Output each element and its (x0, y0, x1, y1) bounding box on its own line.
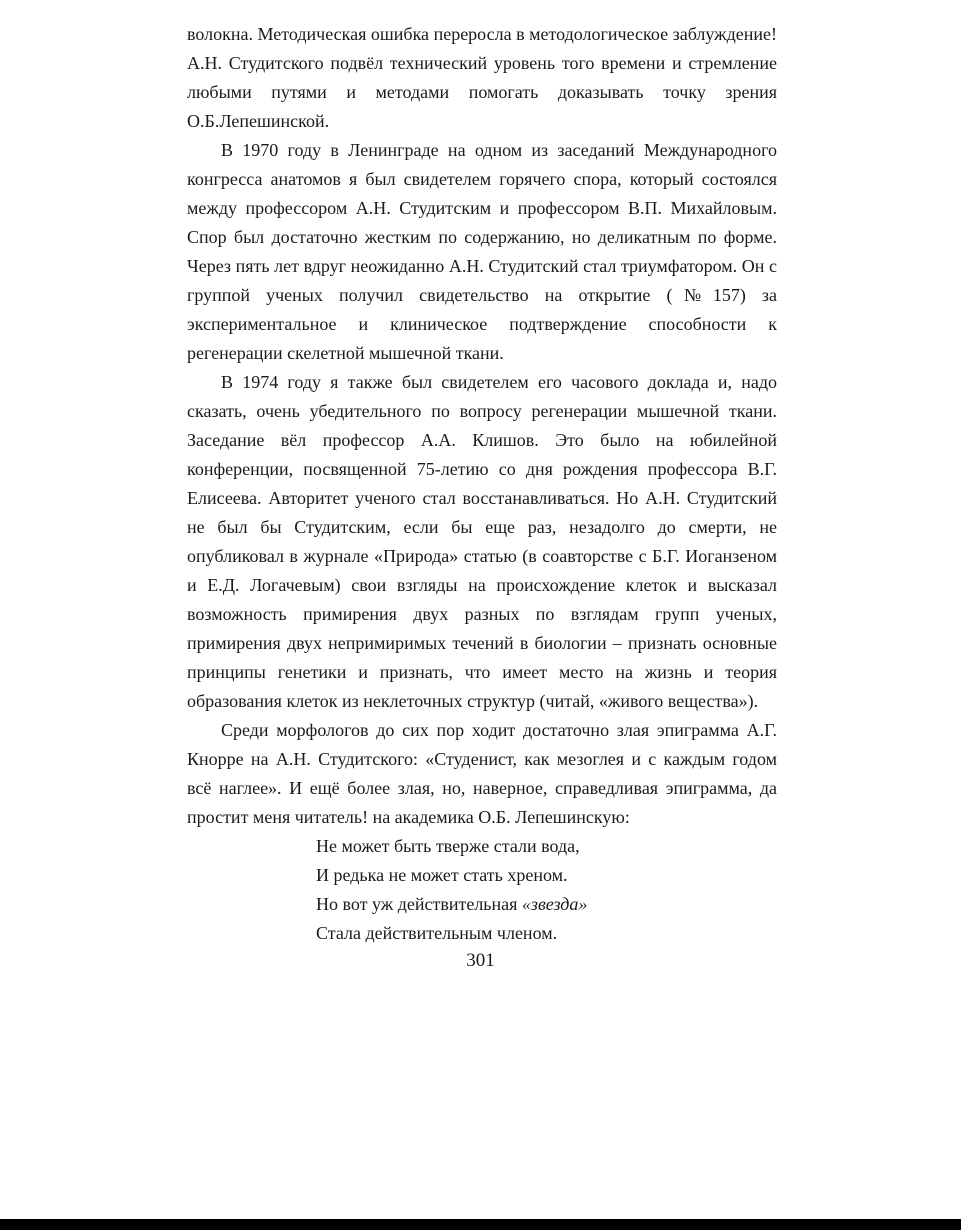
paragraph-1: волокна. Методическая ошибка переросла в методологическое заблуждение! А.Н. Студитского подвёл технический уровень того времени и стремление любыми путями и методами помогать доказывать точку зрения О.Б.Лепешинской. (187, 24, 777, 131)
poem-line-2: И редька не может стать хреном. (316, 865, 568, 885)
scan-bottom-edge (0, 1219, 961, 1230)
page-number: 301 (466, 950, 495, 971)
poem-line-1: Не может быть тверже стали вода, (316, 836, 580, 856)
poem-line-3 (316, 890, 777, 919)
poem-line-3-italic: «звезда» (521, 894, 588, 914)
paragraph-2: В 1970 году в Ленинграде на одном из заседаний Международного конгресса анатомов я был свидетелем горячего спора, который состоялся между профессором А.Н. Студитским и профессором В.П. Михайловым. Спор был достаточно жестким по содержанию, но деликатным по форме. Через пять лет вдруг неожиданно А.Н. Студитский стал триумфатором. Он с группой ученых получил свидетельство на открытие (№157) за экспериментальное и клиническое подтверждение способности к регенерации скелетной мышечной ткани. (187, 140, 777, 363)
page-text (187, 20, 777, 948)
poem-line-3-main: Но вот уж действительная (316, 894, 522, 914)
paragraph-3: В 1974 году я также был свидетелем его часового доклада и, надо сказать, очень убедительного по вопросу регенерации мышечной ткани. Заседание вёл профессор А.А. Клишов. Это было на юбилейной конференции, посвященной 75-летию со дня рождения профессора В.Г. Елисеева. Авторитет ученого стал восстанавливаться. Но А.Н. Студитский не был бы Студитским, если бы еще раз, незадолго до смерти, не опубликовал в журнале «Природа» статью (в соавторстве с Б.Г. Иоганзеном и Е.Д. Логачевым) свои взгляды на происхождение клеток и высказал возможность примирения двух разных по взглядам групп ученых, примирения двух непримиримых течений в биологии – признать основные принципы генетики и признать, что имеет место на жизнь и теория образования клеток из неклеточных структур (читай, «живого вещества»). (187, 372, 777, 711)
poem-line-4: Стала действительным членом. (316, 923, 558, 943)
paragraph-4: Среди морфологов до сих пор ходит достаточно злая эпиграмма А.Г. Кнорре на А.Н. Студитского: «Студенист, как мезоглея и с каждым годом всё наглее». И ещё более злая, но, наверное, справедливая эпиграмма, да простит меня читатель! на академика О.Б. Лепешинскую: (187, 720, 777, 827)
epigram-poem (187, 832, 777, 948)
